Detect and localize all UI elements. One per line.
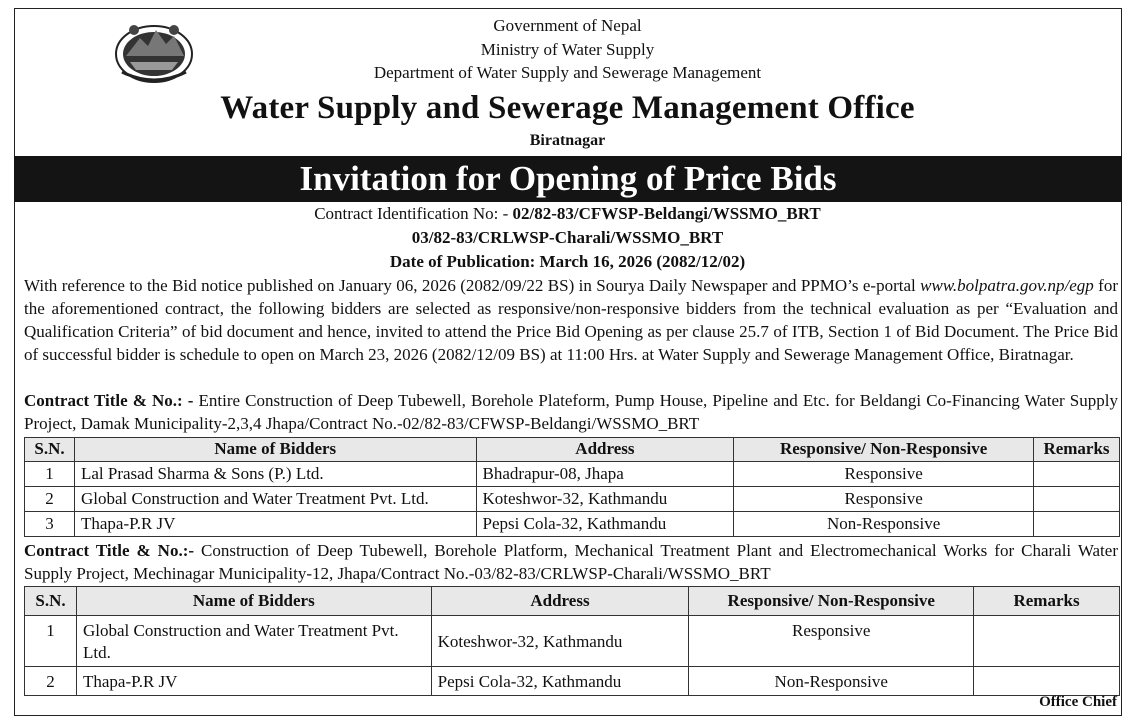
cell-name: Global Construction and Water Treatment Pvt. Ltd. (76, 616, 431, 667)
contract1-bidders-table (24, 437, 1120, 537)
contract-id-2: 03/82-83/CRLWSP-Charali/WSSMO_BRT (411, 228, 724, 247)
office-chief-signature: Office Chief (1039, 694, 1117, 710)
table-header-row (25, 438, 1120, 462)
cell-address: Pepsi Cola-32, Kathmandu (431, 667, 689, 696)
contract2-bidders-table (24, 586, 1120, 696)
contract-id-line (0, 204, 1135, 224)
intro-text-2: for the aforementioned contract, the following bidders are selected as responsive/non-responsive bidders from the technical evaluation as per “Evaluation and Qualification Criteria” of bid document and hence, invited to attend the Price Bid Opening as per clause 25.7 of ITB, Section 1 of Bid Document. The Price Bid of successful bidder is schedule to open on March 23, 2026 (2082/12/09 BS) at 11:00 Hrs. at Water Supply and Sewerage Management Office, Biratnagar. (24, 276, 1118, 364)
notice-banner: Invitation for Opening of Price Bids (14, 156, 1122, 202)
cell-remarks (1033, 462, 1119, 487)
col-name: Name of Bidders (76, 587, 431, 616)
cell-remarks (1033, 487, 1119, 512)
contract2-text: Construction of Deep Tubewell, Borehole Platform, Mechanical Treatment Plant and Electromechanical Works for Charali Water Supply Project, Mechinagar Municipality-12, Jhapa/Contract No.-03/82-83/CRLWSP-Charali/WSSMO_BRT (24, 541, 1118, 583)
col-remarks: Remarks (974, 587, 1120, 616)
intro-text-1: With reference to the Bid notice published on January 06, 2026 (2082/09/22 BS) in Sourya Daily Newspaper and PPMO’s e-portal (24, 276, 921, 295)
cell-name: Global Construction and Water Treatment Pvt. Ltd. (74, 487, 476, 512)
cell-address: Pepsi Cola-32, Kathmandu (476, 512, 734, 537)
cell-remarks (974, 616, 1120, 667)
publication-date: Date of Publication: March 16, 2026 (2082/12/02) (389, 252, 746, 271)
col-address: Address (431, 587, 689, 616)
table-header-row (25, 587, 1120, 616)
contract1-title (24, 389, 1118, 435)
col-name: Name of Bidders (74, 438, 476, 462)
intro-paragraph (24, 274, 1118, 366)
contract1-label: Contract Title & No.: - (24, 391, 199, 410)
col-address: Address (476, 438, 734, 462)
cell-status: Non-Responsive (689, 667, 974, 696)
department-line: Department of Water Supply and Sewerage Management (373, 63, 762, 82)
contract2-title (24, 539, 1118, 585)
contract1-text: Entire Construction of Deep Tubewell, Borehole Plateform, Pump House, Pipeline and Etc. for Beldangi Co-Financing Water Supply Project, Damak Municipality-2,3,4 Jhapa/Contract No.-02/82-83/CFWSP-Beldangi/WSSMO_BRT (24, 391, 1118, 433)
cell-name: Lal Prasad Sharma & Sons (P.) Ltd. (74, 462, 476, 487)
contract2-label: Contract Title & No.:- (24, 541, 202, 560)
office-title: Water Supply and Sewerage Management Office (220, 90, 915, 126)
cell-address: Bhadrapur-08, Jhapa (476, 462, 734, 487)
col-sn: S.N. (25, 438, 75, 462)
table-row (25, 487, 1120, 512)
table-row (25, 462, 1120, 487)
cell-sn: 1 (25, 462, 75, 487)
col-status: Responsive/ Non-Responsive (734, 438, 1034, 462)
office-city: Biratnagar (529, 132, 606, 149)
cell-remarks (1033, 512, 1119, 537)
col-status: Responsive/ Non-Responsive (689, 587, 974, 616)
cell-address: Koteshwor-32, Kathmandu (476, 487, 734, 512)
cell-address: Koteshwor-32, Kathmandu (431, 616, 689, 667)
cell-sn: 2 (25, 667, 77, 696)
contract-id-1: 02/82-83/CFWSP-Beldangi/WSSMO_BRT (512, 204, 821, 223)
cell-remarks (974, 667, 1120, 696)
cell-status: Non-Responsive (734, 512, 1034, 537)
cell-sn: 2 (25, 487, 75, 512)
cell-sn: 3 (25, 512, 75, 537)
cell-status: Responsive (689, 616, 974, 667)
cell-name: Thapa-P.R JV (76, 667, 431, 696)
cell-status: Responsive (734, 487, 1034, 512)
government-line: Government of Nepal (493, 16, 642, 35)
ministry-line: Ministry of Water Supply (480, 40, 655, 59)
col-remarks: Remarks (1033, 438, 1119, 462)
cell-sn: 1 (25, 616, 77, 667)
table-row (25, 667, 1120, 696)
table-row (25, 616, 1120, 667)
cell-status: Responsive (734, 462, 1034, 487)
table-row (25, 512, 1120, 537)
cell-name: Thapa-P.R JV (74, 512, 476, 537)
eportal-link[interactable]: www.bolpatra.gov.np/egp (920, 276, 1094, 295)
col-sn: S.N. (25, 587, 77, 616)
contract-id-label: Contract Identification No: - (314, 204, 513, 223)
